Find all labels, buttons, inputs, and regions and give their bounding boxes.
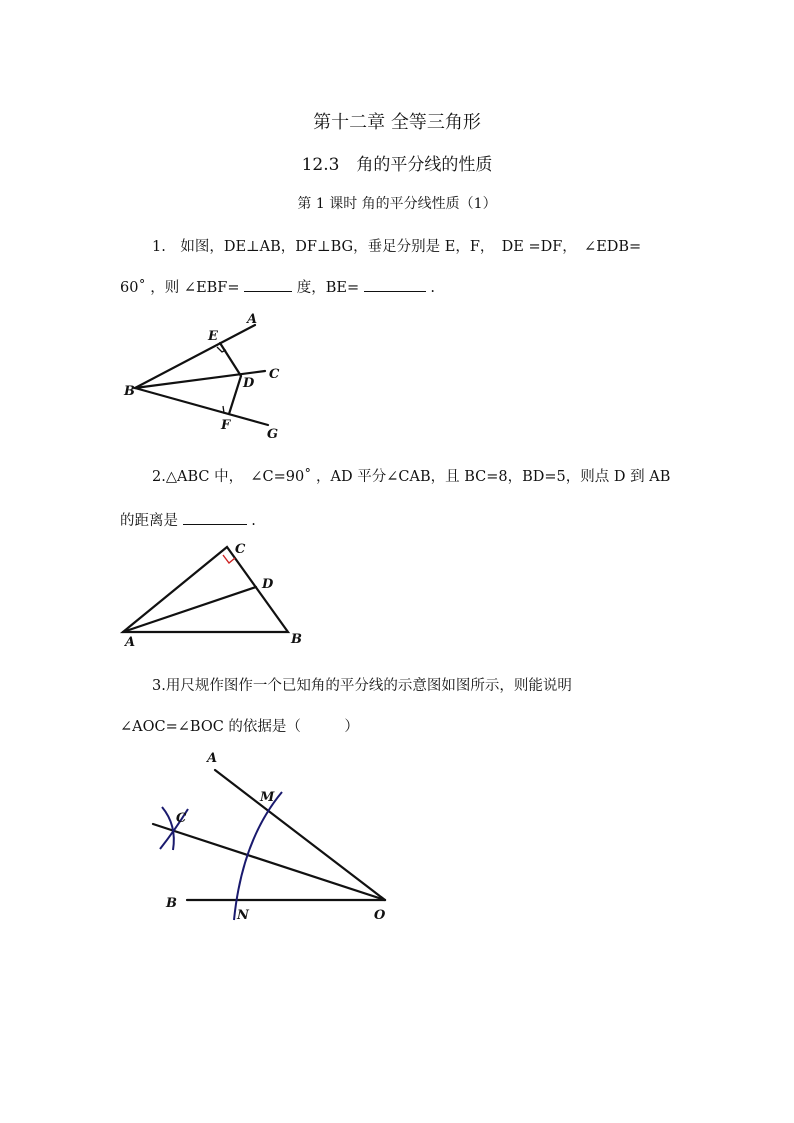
q2-text-part-b: . bbox=[251, 513, 256, 529]
q1-label-f: F bbox=[221, 418, 231, 433]
q3-bisector-oc bbox=[153, 824, 385, 900]
q3-text-line1: 3.用尺规作图作一个已知角的平分线的示意图如图所示，则能说明 bbox=[152, 678, 572, 694]
q3-text-line2: ∠AOC=∠BOC 的依据是（ ） bbox=[120, 719, 359, 735]
q3-label-b: B bbox=[166, 896, 177, 911]
q1-label-b: B bbox=[124, 384, 135, 399]
chapter-title: 第十二章 全等三角形 bbox=[313, 112, 481, 133]
q2-label-c: C bbox=[235, 542, 246, 557]
q3-label-m: M bbox=[260, 790, 275, 805]
q1-text-part-b: 度，BE= bbox=[296, 280, 360, 296]
q1-label-d: D bbox=[243, 376, 255, 391]
q2-label-a: A bbox=[125, 635, 136, 650]
q1-text-part-a: 60˚ ，则 ∠EBF= bbox=[120, 280, 240, 296]
q3-label-c: C bbox=[176, 811, 187, 826]
lesson-title: 第 1 课时 角的平分线性质（1） bbox=[297, 196, 497, 212]
q1-label-g: G bbox=[267, 427, 279, 442]
q2-text-part-a: 的距离是 bbox=[120, 513, 178, 529]
q3-label-a: A bbox=[207, 751, 218, 766]
q1-label-c: C bbox=[269, 367, 280, 382]
q1-text-line1: 1. 如图，DE⊥AB，DF⊥BG，垂足分别是 E，F， DE =DF， ∠EDB= bbox=[152, 239, 642, 255]
q3-label-n: N bbox=[237, 908, 249, 923]
q3-label-o: O bbox=[374, 908, 386, 923]
q1-text-part-c: . bbox=[430, 280, 435, 296]
q1-label-e: E bbox=[208, 329, 218, 344]
q2-text-line1: 2.△ABC 中， ∠C=90˚ ，AD 平分∠CAB，且 BC=8，BD=5，则点 D 到 AB bbox=[152, 469, 671, 485]
q1-label-a: A bbox=[247, 312, 258, 327]
section-title: 12.3 角的平分线的性质 bbox=[301, 155, 493, 175]
q2-label-d: D bbox=[262, 577, 274, 592]
q2-label-b: B bbox=[291, 632, 302, 647]
